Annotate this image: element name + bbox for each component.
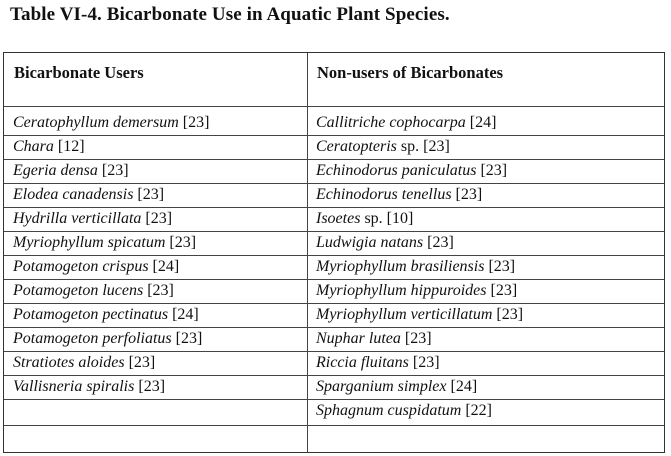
nonusers-cell: Ceratopteris sp. [23] — [316, 138, 450, 155]
nonusers-cell: Callitriche cophocarpa [24] — [316, 114, 497, 131]
nonusers-cell: Sphagnum cuspidatum [22] — [316, 402, 492, 419]
table-row — [4, 375, 664, 399]
nonusers-cell: Nuphar lutea [23] — [316, 330, 432, 347]
nonusers-cell: Isoetes sp. [10] — [316, 210, 414, 227]
users-cell: Vallisneria spiralis [23] — [13, 378, 166, 395]
table-row — [4, 351, 664, 375]
users-cell: Ceratophyllum demersum [23] — [13, 114, 210, 131]
table-row — [4, 303, 664, 327]
users-cell: Myriophyllum spicatum [23] — [13, 234, 197, 251]
header-divider — [4, 106, 664, 107]
users-cell: Egeria densa [23] — [13, 162, 129, 179]
header-non-users: Non-users of Bicarbonates — [317, 63, 504, 82]
table-title: Table VI-4. Bicarbonate Use in Aquatic Plant Species. — [10, 4, 450, 25]
nonusers-cell: Ludwigia natans [23] — [316, 234, 454, 251]
users-cell: Potamogeton perfoliatus [23] — [13, 330, 203, 347]
row-divider — [4, 425, 664, 426]
nonusers-cell: Echinodorus paniculatus [23] — [316, 162, 508, 179]
table-row — [4, 111, 664, 135]
nonusers-cell: Myriophyllum verticillatum [23] — [316, 306, 524, 323]
table-row — [4, 279, 664, 303]
nonusers-cell: Myriophyllum hippuroides [23] — [316, 282, 518, 299]
table-row — [4, 207, 664, 231]
nonusers-cell: Riccia fluitans [23] — [316, 354, 440, 371]
bicarbonate-table — [3, 52, 665, 453]
table-row — [4, 231, 664, 255]
users-cell: Elodea canadensis [23] — [13, 186, 165, 203]
users-cell: Stratiotes aloides [23] — [13, 354, 156, 371]
table-row — [4, 327, 664, 351]
nonusers-cell: Sparganium simplex [24] — [316, 378, 478, 395]
users-cell: Potamogeton crispus [24] — [13, 258, 180, 275]
users-cell: Chara [12] — [13, 138, 85, 155]
header-bicarbonate-users: Bicarbonate Users — [14, 63, 144, 82]
table-row — [4, 183, 664, 207]
table-row — [4, 135, 664, 159]
nonusers-cell: Myriophyllum brasiliensis [23] — [316, 258, 516, 275]
table-row — [4, 399, 664, 423]
nonusers-cell: Echinodorus tenellus [23] — [316, 186, 483, 203]
users-cell: Potamogeton pectinatus [24] — [13, 306, 199, 323]
table-row — [4, 255, 664, 279]
users-cell: Hydrilla verticillata [23] — [13, 210, 173, 227]
table-row — [4, 159, 664, 183]
users-cell: Potamogeton lucens [23] — [13, 282, 174, 299]
